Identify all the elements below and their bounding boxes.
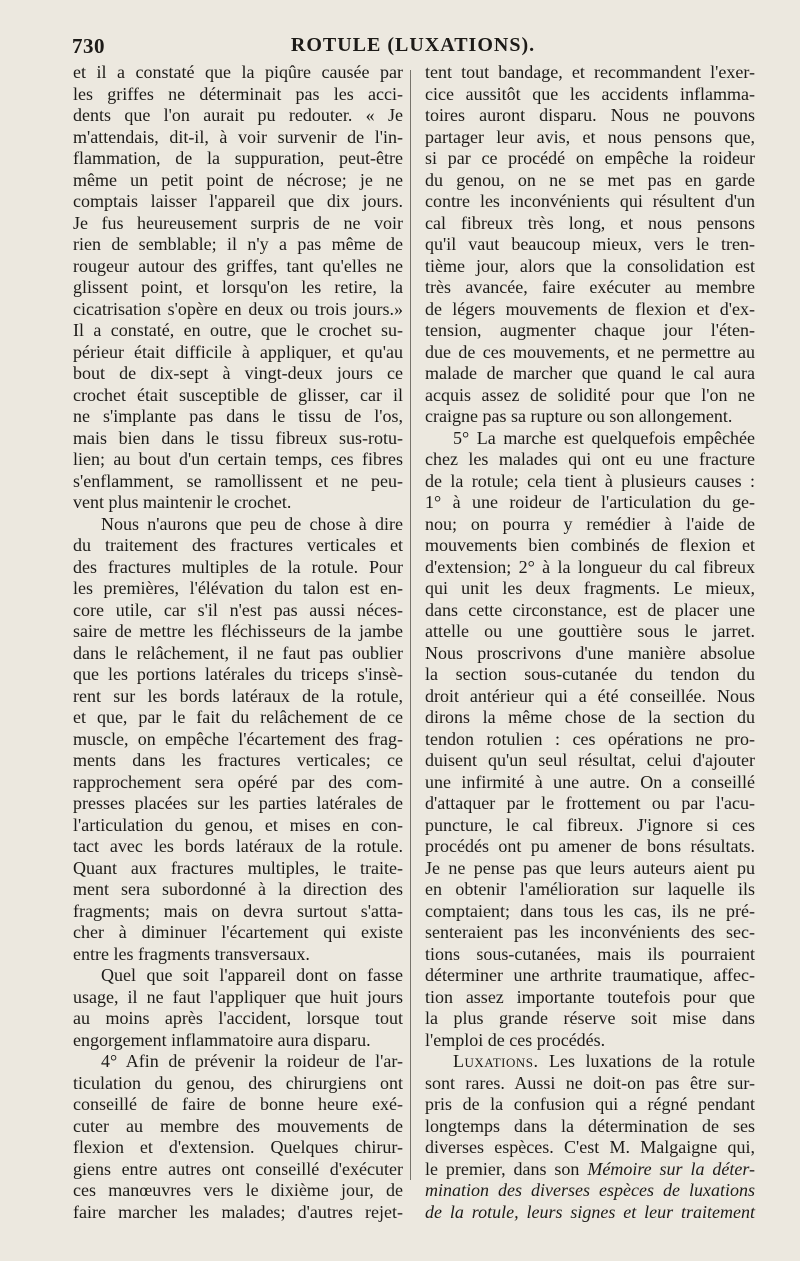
italic-title-line: mination des diverses espèces de luxations (425, 1180, 755, 1200)
paragraph-line: rent sur les bords latéraux de la rotule, (73, 685, 403, 706)
paragraph-line: de légers mouvements de flexion et d'ex- (425, 298, 755, 319)
paragraph-line: tions sous-cutanées, mais ils pourraient (425, 943, 755, 964)
paragraph-line: même un petit point de nécrose; je ne (73, 169, 403, 190)
right-column-body (425, 62, 755, 1051)
paragraph-line: tion assez importante toutefois pour que (425, 986, 755, 1007)
paragraph-line: due de ces mouvements, et ne permettre au (425, 341, 755, 362)
paragraph-line: déterminer une arthrite traumatique, affec- (425, 965, 755, 985)
paragraph-line: du genou, on ne se met pas en garde (425, 169, 755, 190)
paragraph-line: la plus grande réserve soit mise dans (425, 1008, 755, 1028)
paragraph-line: des fractures multiples de la rotule. Pour (73, 556, 403, 577)
paragraph-line: muscle, on empêche l'écartement des frag- (73, 728, 403, 749)
paragraph-line: longtemps dans la détermination de ses (425, 1115, 755, 1136)
paragraph-line: cice aussitôt que les accidents inflamma- (425, 83, 755, 104)
paragraph-line: bout de dix-sept à vingt-deux jours ce (73, 363, 403, 383)
paragraph-line: et que, par le fait du relâchement de ce (73, 707, 403, 727)
paragraph-line: cher à diminuer l'écartement qui existe (73, 922, 403, 942)
paragraph-line: puncture, le cal fibreux. J'ignore si ces (425, 814, 755, 835)
left-column (73, 62, 403, 1222)
paragraph-line: presses placées sur les parties latérales de (73, 793, 403, 813)
paragraph-line: la section sous-cutanée du tendon du (425, 664, 755, 684)
paragraph-line: cal fibreux très long, et nous pensons (425, 212, 755, 233)
paragraph-line: périeur était difficile à appliquer, et qu'au (73, 341, 403, 362)
paragraph-line: vent plus maintenir le crochet. (73, 492, 292, 512)
paragraph-line: ne s'implante pas dans le tissu de l'os, (73, 406, 403, 426)
paragraph-line: engorgement inflammatoire aura disparu. (73, 1029, 371, 1050)
paragraph-line: rien de semblable; il n'y a pas même de (73, 234, 403, 254)
paragraph-line: procédés ont pu amener de bons résultats. (425, 836, 755, 856)
paragraph-line: Quel que soit l'appareil dont on fasse (101, 965, 403, 985)
italic-title-line: de la rotule, leurs signes et leur traitement (425, 1201, 755, 1222)
paragraph-line: flexion et d'extension. Quelques chirur- (73, 1137, 403, 1157)
paragraph-line: rapprochement sera opéré par des com- (73, 771, 403, 792)
paragraph-line: partager leur avis, et nous pensons que, (425, 126, 755, 147)
column-divider (410, 70, 411, 1180)
paragraph-line: d'extension; 2° à la longueur du cal fibreux (425, 556, 755, 577)
paragraph-line: acquis assez de solidité pour que l'on ne (425, 384, 755, 405)
paragraph-line: duisent qu'un seul résultat, celui d'ajouter (425, 750, 755, 770)
paragraph-line: crochet était susceptible de glisser, car il (73, 384, 403, 405)
paragraph-line: comptais laisser l'appareil que dix jours. (73, 191, 403, 211)
paragraph-line: conseillé de faire de bonne heure exé- (73, 1094, 403, 1114)
paragraph-line: en obtenir l'amélioration sur laquelle ils (425, 879, 755, 899)
paragraph-line: Quant aux fractures multiples, le traite- (73, 857, 403, 878)
paragraph-line: giens entre autres ont conseillé d'exécuter (73, 1158, 403, 1179)
paragraph-line: toires auront disparu. Nous ne pouvons (425, 105, 755, 125)
paragraph-line: Nous n'aurons que peu de chose à dire (101, 513, 403, 534)
paragraph-line: 1° à une roideur de l'articulation du ge- (425, 492, 755, 512)
paragraph-line: si par ce procédé on empêche la roideur (425, 148, 755, 168)
paragraph-line: qui unit les deux fragments. Le mieux, (425, 578, 755, 598)
paragraph-line: droit antérieur qui a été conseillée. Nous (425, 685, 755, 706)
paragraph-line: que les portions latérales du triceps s'insè- (73, 664, 403, 684)
paragraph-line: saire de mettre les fléchisseurs de la jambe (73, 621, 403, 641)
paragraph-line: attelle ou une gouttière sous le jarret. (425, 621, 755, 641)
paragraph-line: et il a constaté que la piqûre causée par (73, 62, 403, 82)
paragraph-line: les premières, l'élévation du talon est en- (73, 578, 403, 598)
paragraph-line: ments dans les fractures verticales; ce (73, 750, 403, 770)
paragraph-line: core utile, car s'il n'est pas aussi néces- (73, 599, 403, 620)
paragraph-line: de la rotule; cela tient à plusieurs causes : (425, 470, 755, 491)
paragraph-line: dans le relâchement, il ne faut pas oublier (73, 642, 403, 663)
paragraph-line: qu'il vaut beaucoup mieux, vers le tren- (425, 234, 755, 254)
paragraph-line: mouvements bien combinés de flexion et (425, 535, 755, 555)
paragraph-line: rougeur autour des griffes, tant qu'elles ne (73, 255, 403, 276)
paragraph-line: Nous proscrivons d'une manière absolue (425, 642, 755, 663)
paragraph-line: ces manœuvres vers le dixième jour, de (73, 1180, 403, 1200)
paragraph-line: 4° Afin de prévenir la roideur de l'ar- (101, 1051, 403, 1071)
page-header (72, 34, 754, 60)
paragraph-line: lien; au bout d'un certain temps, ces fibres (73, 449, 403, 469)
right-column (425, 62, 756, 1222)
paragraph-line: tième jour, alors que la consolidation est (425, 255, 755, 276)
paragraph-line: cicatrisation s'opère en deux ou trois jours.» (73, 298, 403, 319)
paragraph-line: faire marcher les malades; d'autres rejet- (73, 1201, 403, 1222)
paragraph-line: mais bien dans le tissu fibreux sus-rotu- (73, 427, 403, 448)
paragraph-line: cuter au membre des mouvements de (73, 1115, 403, 1136)
paragraph-line: glissent point, et lorsqu'on les retire, la (73, 277, 403, 297)
paragraph-line: d'attaquer par le frottement ou par l'acu- (425, 793, 755, 813)
paragraph-line: dans cette circonstance, est de placer une (425, 599, 755, 620)
paragraph-line: Je fus heureusement surpris de ne voir (73, 212, 403, 233)
paragraph-line: les griffes ne déterminait pas les acci- (73, 83, 403, 104)
paragraph-line: diverses espèces. C'est M. Malgaigne qui, (425, 1137, 755, 1157)
paragraph-line: le premier, dans son Mémoire sur la déter- (425, 1158, 755, 1179)
paragraph-line: ticulation du genou, des chirurgiens ont (73, 1072, 403, 1093)
paragraph-line: m'attendais, dit-il, à voir survenir de l'in- (73, 126, 403, 147)
paragraph-line: tendon rotulien : ces opérations ne pro- (425, 728, 755, 749)
paragraph-line: dirons la même chose de la section du (425, 707, 755, 727)
paragraph-line: l'emploi de ces procédés. (425, 1029, 606, 1050)
running-title: ROTULE (LUXATIONS). (290, 34, 536, 56)
paragraph-line: Luxations. Les luxations de la rotule (453, 1051, 756, 1071)
paragraph-line: s'enflamment, se ramollissent et ne peu- (73, 470, 403, 491)
section-heading-luxations: Luxations. (453, 1051, 539, 1071)
italic-title: Mémoire sur la déter- (587, 1158, 755, 1179)
paragraph-line: Il a constaté, en outre, que le crochet su- (73, 320, 403, 340)
paragraph-line: flammation, de la suppuration, peut-être (73, 148, 403, 168)
paragraph-line: usage, il ne faut l'appliquer que huit jours (73, 986, 403, 1007)
paragraph-line: l'articulation du genou, et mises en con- (73, 814, 403, 835)
paragraph-line: nou; on pourra y remédier à l'aide de (425, 513, 755, 534)
paragraph-line: ment sera subordonné à la direction des (73, 879, 403, 899)
paragraph-line: une infirmité à une autre. On a conseillé (425, 771, 755, 792)
paragraph-line: du traitement des fractures verticales et (73, 535, 403, 555)
paragraph-line: comptaient; dans tous les cas, ils ne pré- (425, 900, 755, 921)
paragraph-line: au moins après l'accident, lorsque tout (73, 1008, 403, 1028)
paragraph-line: chez les malades qui ont eu une fracture (425, 449, 755, 469)
paragraph-line: tension, augmenter chaque jour l'éten- (425, 320, 755, 340)
paragraph-line: tact avec les bords latéraux de la rotule. (73, 836, 403, 856)
paragraph-line: très avancée, faire exécuter au membre (425, 277, 755, 297)
paragraph-line: malade de marcher que quand le cal aura (425, 363, 755, 383)
paragraph-line: fragments; mais on devra surtout s'atta- (73, 900, 403, 921)
paragraph-line: sont rares. Aussi ne doit-on pas être sur- (425, 1072, 755, 1093)
page-number: 730 (72, 34, 105, 58)
paragraph-line: entre les fragments transversaux. (73, 943, 310, 964)
paragraph-line: tent tout bandage, et recommandent l'exer- (425, 62, 755, 82)
paragraph-line: craigne pas sa rupture ou son allongement. (425, 406, 733, 426)
paragraph-line: senteraient pas les inconvénients des sec- (425, 922, 755, 942)
paragraph-line: pris de la confusion qui a régné pendant (425, 1094, 755, 1114)
paragraph-line: dents que l'on aurait pu redouter. « Je (73, 105, 403, 125)
paragraph-line: Je ne pense pas que leurs auteurs aient pu (425, 857, 755, 878)
paragraph-line: contre les inconvénients qui résultent d'un (425, 191, 755, 211)
paragraph-line: 5° La marche est quelquefois empêchée (453, 427, 755, 448)
